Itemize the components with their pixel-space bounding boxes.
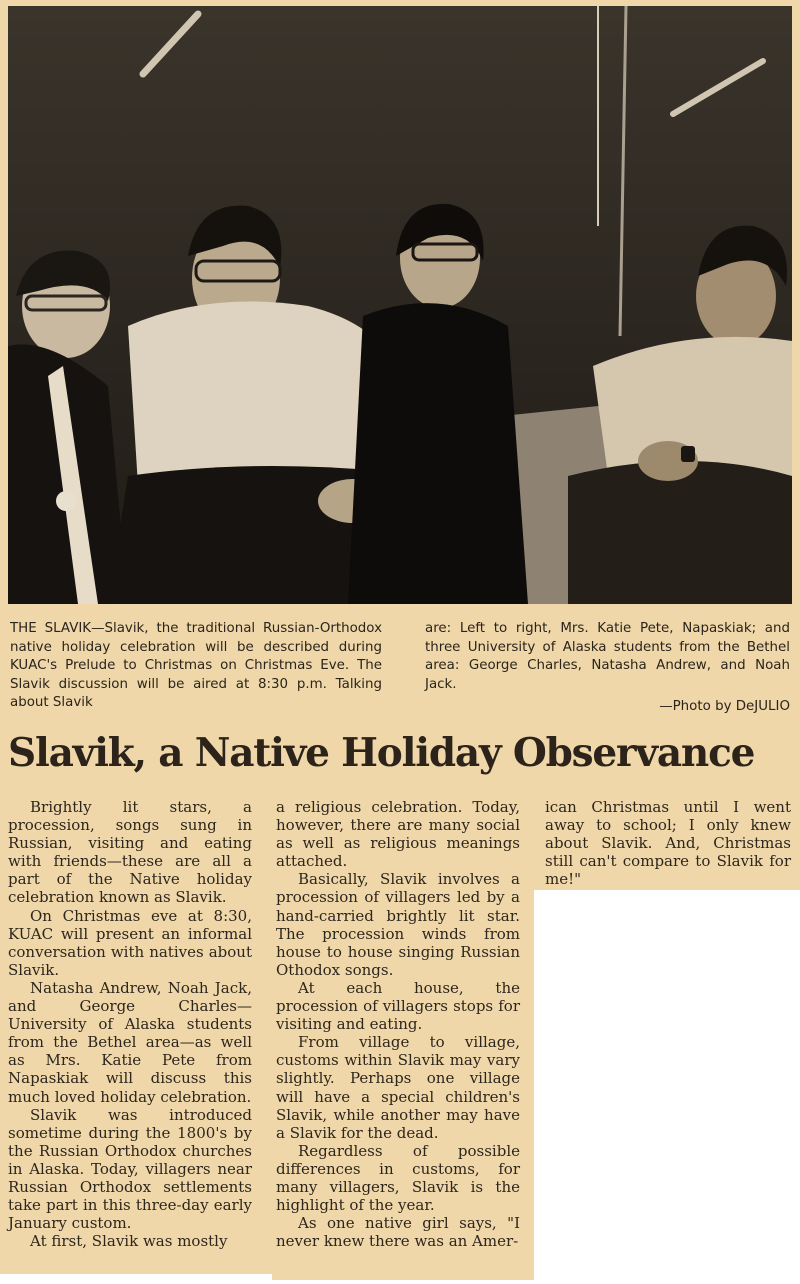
article-paragraph: a religious celebration. Today, however, there are many social as well as religious meanings attached. bbox=[276, 798, 520, 871]
photo-credit: —Photo by DeJULIO bbox=[659, 699, 790, 714]
article-paragraph: Natasha Andrew, Noah Jack, and George Charles—University of Alaska students from the Bethel area—as well as Mrs. Katie Pete from Napaskiak will discuss this much loved holiday celebration. bbox=[8, 978, 252, 1106]
article-column-3 bbox=[545, 798, 791, 888]
headline: Slavik, a Native Holiday Observance bbox=[8, 730, 755, 776]
caption-text: THE SLAVIK—Slavik, the traditional Russian-Orthodox native holiday celebration will be described during KUAC's Prelude to Christmas on Christmas Eve. The Slavik discussion will be aired at 8:30 p.m. Talking about Slavik bbox=[10, 621, 382, 711]
news-photo bbox=[8, 6, 792, 604]
article-paragraph: From village to village, customs within Slavik may vary slightly. Perhaps one village will have a special children's Slavik, while another may have a Slavik for the dead. bbox=[276, 1033, 520, 1142]
article-paragraph: Regardless of possible differences in customs, for many villagers, Slavik is the highlight of the year. bbox=[276, 1141, 520, 1215]
photo-caption-left bbox=[10, 620, 382, 713]
article-paragraph: At each house, the procession of villagers stops for visiting and eating. bbox=[276, 978, 520, 1034]
article-column-2 bbox=[276, 798, 520, 1250]
article-paragraph: At first, Slavik was mostly bbox=[30, 1232, 228, 1251]
photo-caption-right bbox=[425, 620, 790, 694]
article-paragraph: On Christmas eve at 8:30, KUAC will present an informal conversation with natives about Slavik. bbox=[8, 906, 252, 979]
caption-text: are: Left to right, Mrs. Katie Pete, Napaskiak; and three University of Alaska students from the Bethel area: George Charles, Natasha Andrew, and Noah Jack. bbox=[425, 621, 790, 692]
article-paragraph: Brightly lit stars, a procession, songs sung in Russian, visiting and eating with friends—these are all a part of the Native holiday celebration known as Slavik. bbox=[8, 798, 252, 907]
article-paragraph: Slavik was introduced sometime during the 1800's by the Russian Orthodox churches in Alaska. Today, villagers near Russian Orthodox settlements take part in this three-day early January custom. bbox=[8, 1105, 252, 1233]
article-paragraph: As one native girl says, "I never knew there was an Amer- bbox=[276, 1214, 520, 1251]
photo-illustration bbox=[8, 6, 792, 604]
article-paragraph: ican Christmas until I went away to school; I only knew about Slavik. And, Christmas still can't compare to Slavik for me!" bbox=[545, 798, 791, 889]
article-column-1 bbox=[8, 798, 252, 1250]
article-paragraph: Basically, Slavik involves a procession of villagers led by a hand-carried brightly lit star. The procession winds from house to house singing Russian Othodox songs. bbox=[276, 870, 520, 979]
